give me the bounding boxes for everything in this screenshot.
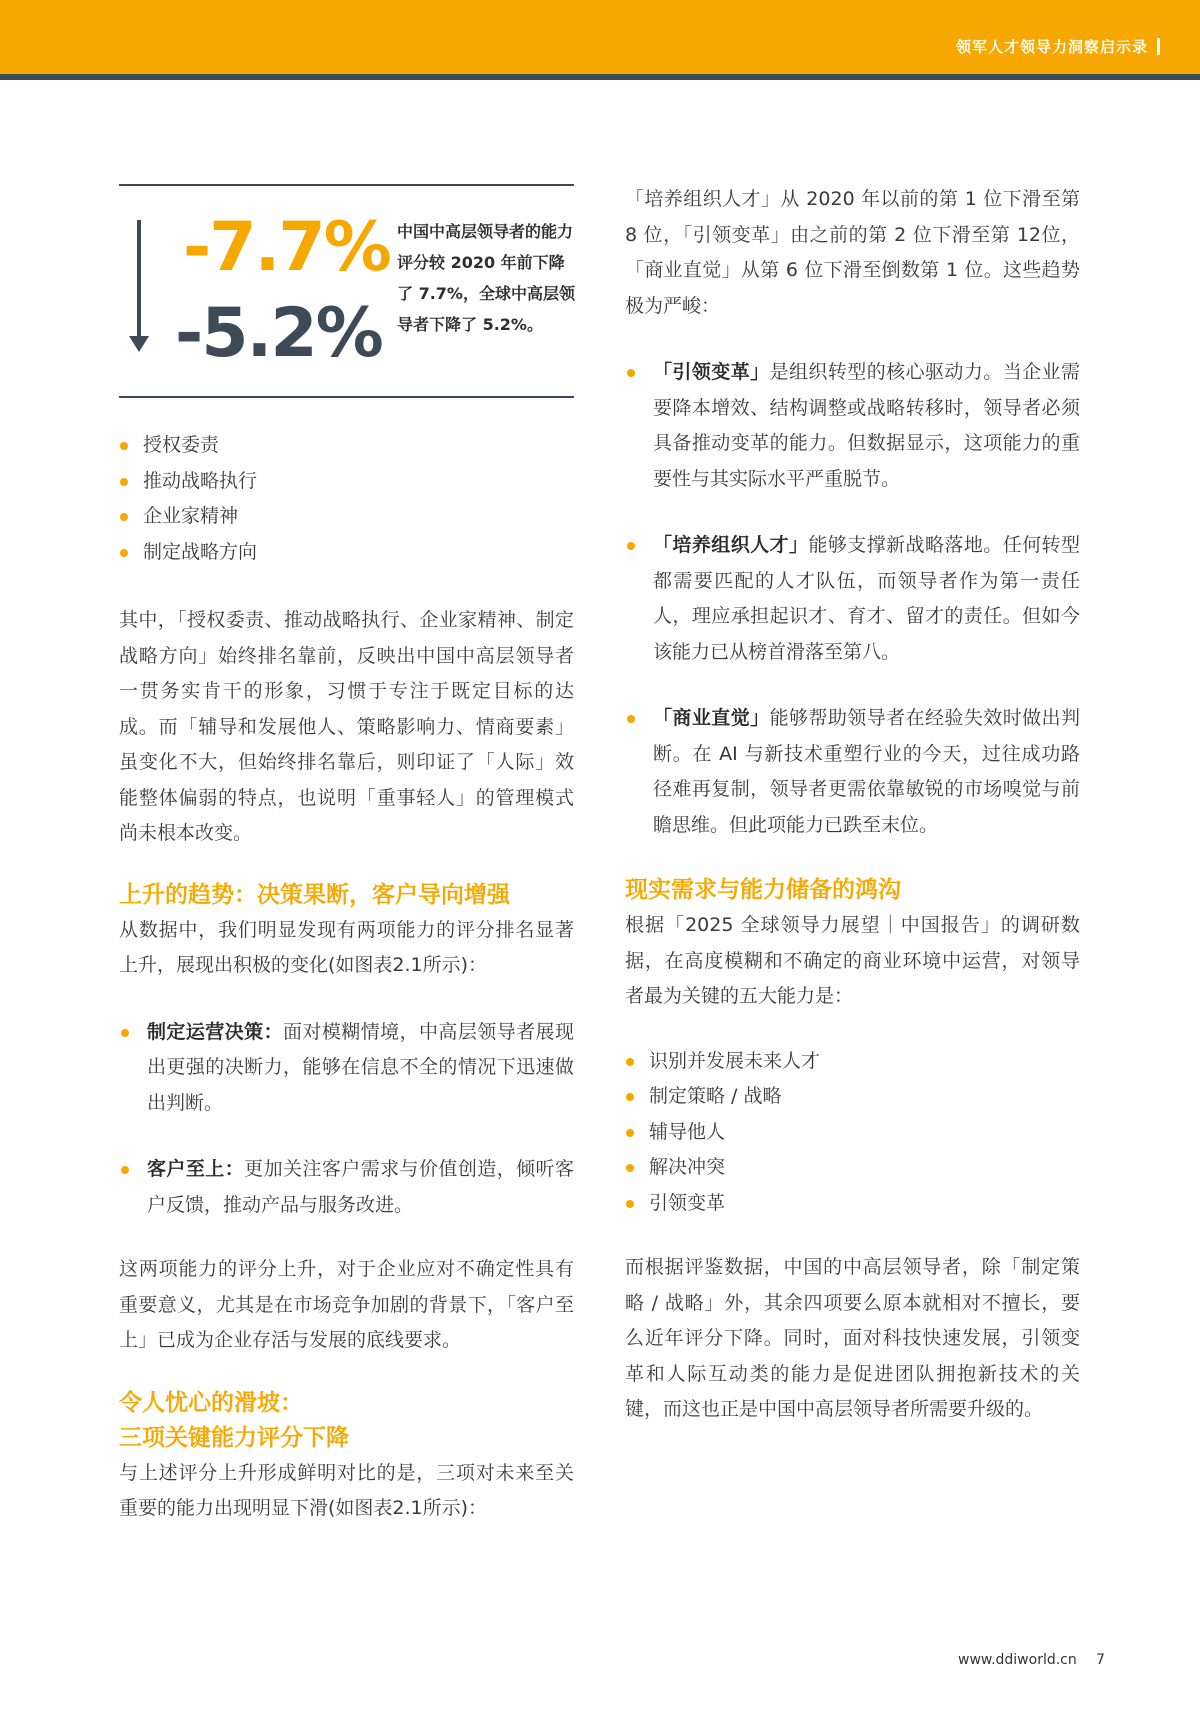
paragraph-significance: 这两项能力的评分上升，对于企业应对不确定性具有重要意义，尤其是在市场竞争加剧的背景下，「客户至上」已成为企业存活与发展的底线要求。 xyxy=(119,1258,574,1351)
decline-item-term: 「引领变革」 xyxy=(653,361,770,383)
heading-rise: 上升的趋势：决策果断，客户导向增强 xyxy=(119,881,510,908)
top-ranked-list xyxy=(119,428,574,570)
rise-item-term: 客户至上： xyxy=(147,1158,245,1180)
list-item: 授权委责 xyxy=(119,428,574,464)
list-item: 推动战略执行 xyxy=(119,464,574,500)
list-item: 解决冲突 xyxy=(625,1150,1080,1186)
paragraph-rise: 从数据中，我们明显发现有两项能力的评分排名显著上升，展现出积极的变化(如图表2.1所示)： xyxy=(119,918,574,976)
decline-item-text: 是组织转型的核心驱动力。当企业需要降本增效、结构调整或战略转移时，领导者必须具备推动变革的能力。但数据显示，这项能力的重要性与其实际水平严重脱节。 xyxy=(653,361,1080,490)
page-number: 7 xyxy=(1096,1652,1105,1668)
list-item: 辅导他人 xyxy=(625,1115,1080,1151)
left-column xyxy=(119,184,574,1527)
stat-global-value: -5.2% xyxy=(175,294,382,373)
decline-item-change xyxy=(625,355,1080,497)
rise-item-text: 面对模糊情境，中高层领导者展现出更强的决断力，能够在信息不全的情况下迅速做出判断。 xyxy=(147,1020,574,1114)
top5-list xyxy=(625,1044,1080,1222)
stat-description: 中国中高层领导者的能力评分较 2020 年前下降了 7.7%，全球中高层领导者下降了 5.2%。 xyxy=(397,222,575,334)
footer-url[interactable]: www.ddiworld.cn xyxy=(958,1652,1077,1668)
paragraph-gap: 根据「2025 全球领导力展望｜中国报告」的调研数据，在高度模糊和不确定的商业环境中运营，对领导者最为关键的五大能力是： xyxy=(625,914,1080,1007)
list-item: 制定策略 / 战略 xyxy=(625,1079,1080,1115)
rise-item-decision xyxy=(119,1015,574,1122)
list-item: 企业家精神 xyxy=(119,499,574,535)
heading-gap: 现实需求与能力储备的鸿沟 xyxy=(625,877,901,903)
heading-decline-line2: 三项关键能力评分下降 xyxy=(119,1424,349,1451)
decline-item-term: 「商业直觉」 xyxy=(653,707,770,729)
decline-item-text: 能够支撑新战略落地。任何转型都需要匹配的人才队伍，而领导者作为第一责任人，理应承担起识才、育才、留才的责任。但如今该能力已从榜首滑落至第八。 xyxy=(653,534,1080,663)
header-separator xyxy=(1157,38,1160,55)
list-item: 引领变革 xyxy=(625,1186,1080,1222)
down-arrow-head xyxy=(129,336,149,352)
paragraph-decline: 与上述评分上升形成鲜明对比的是，三项对未来至关重要的能力出现明显下滑(如图表2.1所示)： xyxy=(119,1461,574,1519)
header-divider xyxy=(0,74,1200,80)
decline-item-text: 能够帮助领导者在经验失效时做出判断。在 AI 与新技术重塑行业的今天，过往成功路径难再复制，领导者更需依靠敏锐的市场嗅觉与前瞻思维。但此项能力已跌至末位。 xyxy=(653,707,1080,836)
paragraph-ranking: 其中，「授权委责、推动战略执行、企业家精神、制定战略方向」始终排名靠前，反映出中国中高层领导者一贯务实肯干的形象，习惯于专注于既定目标的达成。而「辅导和发展他人、策略影响力、情商要素」虽变化不大，但始终排名靠后，则印证了「人际」效能整体偏弱的特点，也说明「重事轻人」的管理模式尚未根本改变。 xyxy=(119,609,574,844)
decline-item-term: 「培养组织人才」 xyxy=(653,534,809,556)
stat-china-value: -7.7% xyxy=(183,208,390,287)
paragraph-final: 而根据评鉴数据，中国的中高层领导者，除「制定策略 / 战略」外，其余四项要么原本就相对不擅长，要么近年评分下降。同时，面对科技快速发展，引领变革和人际互动类的能力是促进团队拥抱新技术的关键，而这也正是中国中高层领导者所需要升级的。 xyxy=(625,1256,1080,1420)
stat-callout xyxy=(119,184,574,398)
decline-item-acumen xyxy=(625,701,1080,843)
list-item: 制定战略方向 xyxy=(119,535,574,571)
right-column xyxy=(625,182,1080,1428)
header-title: 领军人才领导力洞察启示录 xyxy=(955,38,1148,56)
rise-item-term: 制定运营决策： xyxy=(147,1020,283,1043)
down-arrow-icon xyxy=(137,220,141,338)
heading-decline-line1: 令人忧心的滑坡： xyxy=(119,1389,303,1416)
paragraph-decline-detail: 「培养组织人才」从 2020 年以前的第 1 位下滑至第 8 位，「引领变革」由之前的第 2 位下滑至第 12位，「商业直觉」从第 6 位下滑至倒数第 1 位。这些趋势极为严峻： xyxy=(625,188,1080,317)
rise-item-customer xyxy=(119,1152,574,1223)
decline-item-talent xyxy=(625,528,1080,670)
rise-item-text: 更加关注客户需求与价值创造，倾听客户反馈，推动产品与服务改进。 xyxy=(147,1158,574,1216)
list-item: 识别并发展未来人才 xyxy=(625,1044,1080,1080)
